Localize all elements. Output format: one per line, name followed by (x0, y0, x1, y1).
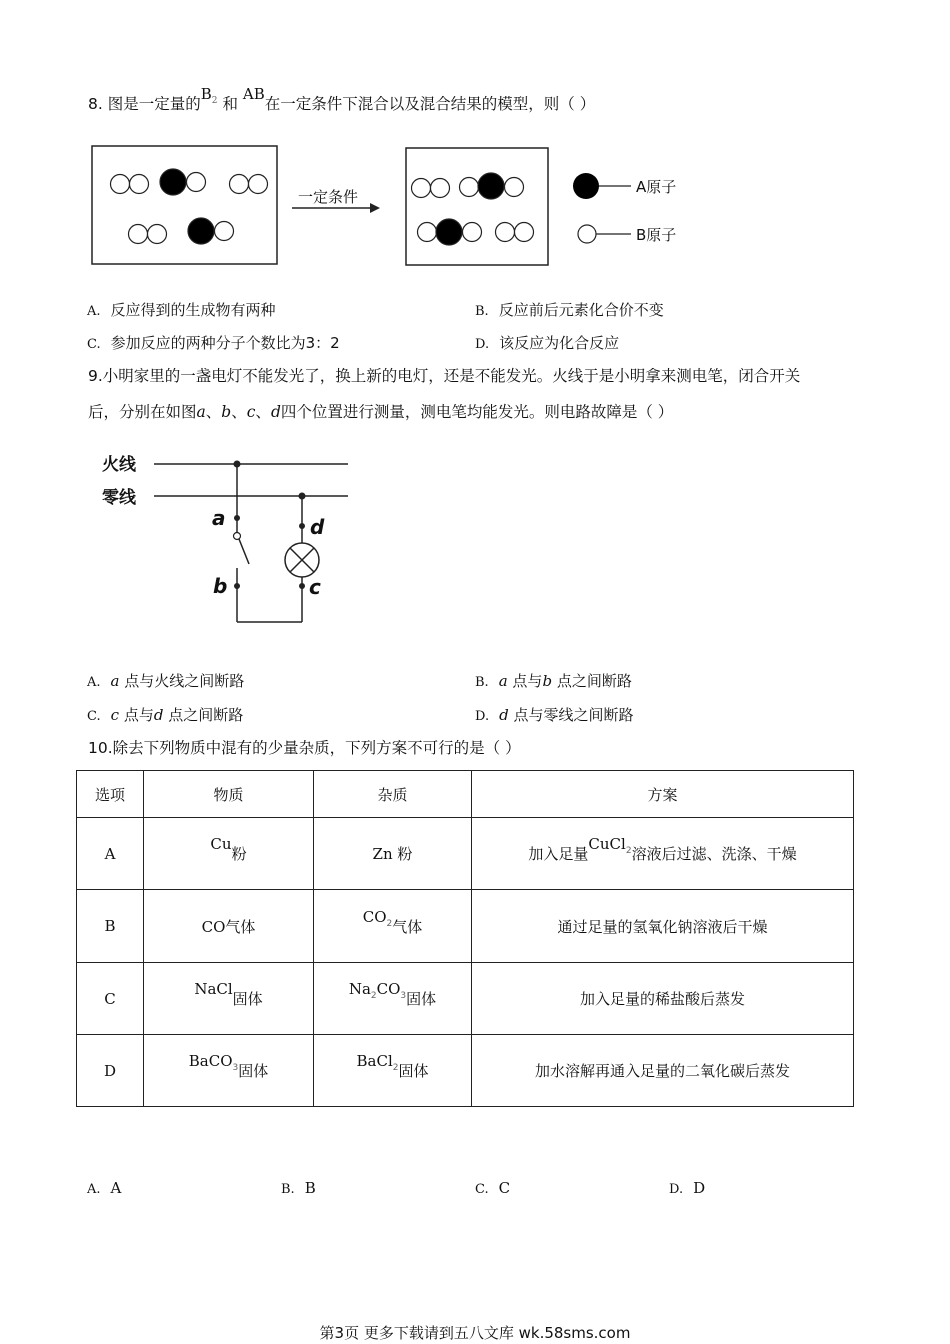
q10-table (76, 770, 854, 1107)
molecule-model-diagram (86, 140, 706, 272)
point-a (234, 515, 240, 521)
q8-option-a[interactable]: A. 反应得到的生成物有两种 (87, 301, 276, 319)
q10-option-b[interactable]: B. B (281, 1179, 316, 1197)
q10-number: 10. (88, 739, 113, 757)
point-b (234, 583, 240, 589)
point-c (299, 583, 305, 589)
q9-stem-line1: 9.小明家里的一盏电灯不能发光了，换上新的电灯，还是不能发光。火线于是小明拿来测电笔，闭合开关 (88, 367, 801, 385)
neutral-wire-label: 零线 (102, 488, 136, 508)
q9-option-b[interactable]: B. a 点与b 点之间断路 (475, 672, 632, 690)
q10-option-d[interactable]: D. D (669, 1179, 706, 1197)
table-row: B CO气体 $CO^2$气体 通过足量的氢氧化钠溶液后干燥 (77, 890, 854, 963)
q9-option-a[interactable]: A. a 点与火线之间断路 (87, 672, 245, 690)
table-row: C NaCl固体 $Na^2CO^3$固体 加入足量的稀盐酸后蒸发 (77, 963, 854, 1035)
arrow-label: 一定条件 (298, 188, 359, 206)
formula-ab: AB (242, 85, 265, 103)
q8-stem-post: 在一定条件下混合以及混合结果的模型，则（ ） (264, 95, 596, 113)
formula-b2: $B_2$ (200, 85, 218, 106)
table-row: A Cu粉 Zn 粉 加入足量CuCl$^2$溶液后过滤、洗涤、干燥 (77, 818, 854, 890)
svg-text:a: a (212, 506, 226, 530)
q9-option-c[interactable]: C. c 点与d 点之间断路 (87, 706, 244, 724)
q8-number: 8. (88, 95, 103, 113)
q8-option-d[interactable]: D. 该反应为化合反应 (475, 334, 620, 352)
q8-stem (88, 85, 596, 117)
q10-stem: 10.除去下列物质中混有的少量杂质，下列方案不可行的是（ ） (88, 739, 521, 757)
before-box (92, 146, 277, 264)
arrow-head (370, 203, 380, 213)
table-row: D BaCO$^3$固体 BaCl$^2$固体 加水溶解再通入足量的二氧化碳后蒸发 (77, 1035, 854, 1107)
legend-b-label: B原子 (636, 226, 677, 244)
live-wire-label: 火线 (102, 455, 136, 475)
q8-stem-mid: 和 (222, 95, 238, 113)
legend-b-atom (578, 225, 596, 243)
after-box (406, 148, 548, 265)
legend-a-atom (573, 173, 599, 199)
q8-option-b[interactable]: B. 反应前后元素化合价不变 (475, 301, 664, 319)
q9-number: 9. (88, 367, 103, 385)
point-d (299, 523, 305, 529)
table-header-row: 选项 物质 杂质 方案 (77, 771, 854, 818)
page-footer: 第3页 更多下载请到五八文库 wk.58sms.com (319, 1324, 631, 1342)
q9-option-d[interactable]: D. d 点与零线之间断路 (475, 706, 634, 724)
switch-blade (239, 539, 249, 564)
circuit-diagram (96, 446, 356, 631)
q8-stem-pre: 图是一定量的 (107, 95, 201, 113)
svg-text:c: c (309, 575, 321, 599)
legend-a-label: A原子 (636, 178, 677, 196)
q9-stem-line2: 后，分别在如图a、b、c、d四个位置进行测量，测电笔均能发光。则电路故障是（ ） (88, 403, 674, 421)
q10-option-a[interactable]: A. A (87, 1179, 122, 1197)
switch-pivot (234, 533, 241, 540)
svg-text:b: b (213, 574, 228, 598)
q8-option-c[interactable]: C. 参加反应的两种分子个数比为3：2 (87, 334, 340, 352)
q10-option-c[interactable]: C. C (475, 1179, 511, 1197)
svg-text:d: d (310, 515, 325, 539)
